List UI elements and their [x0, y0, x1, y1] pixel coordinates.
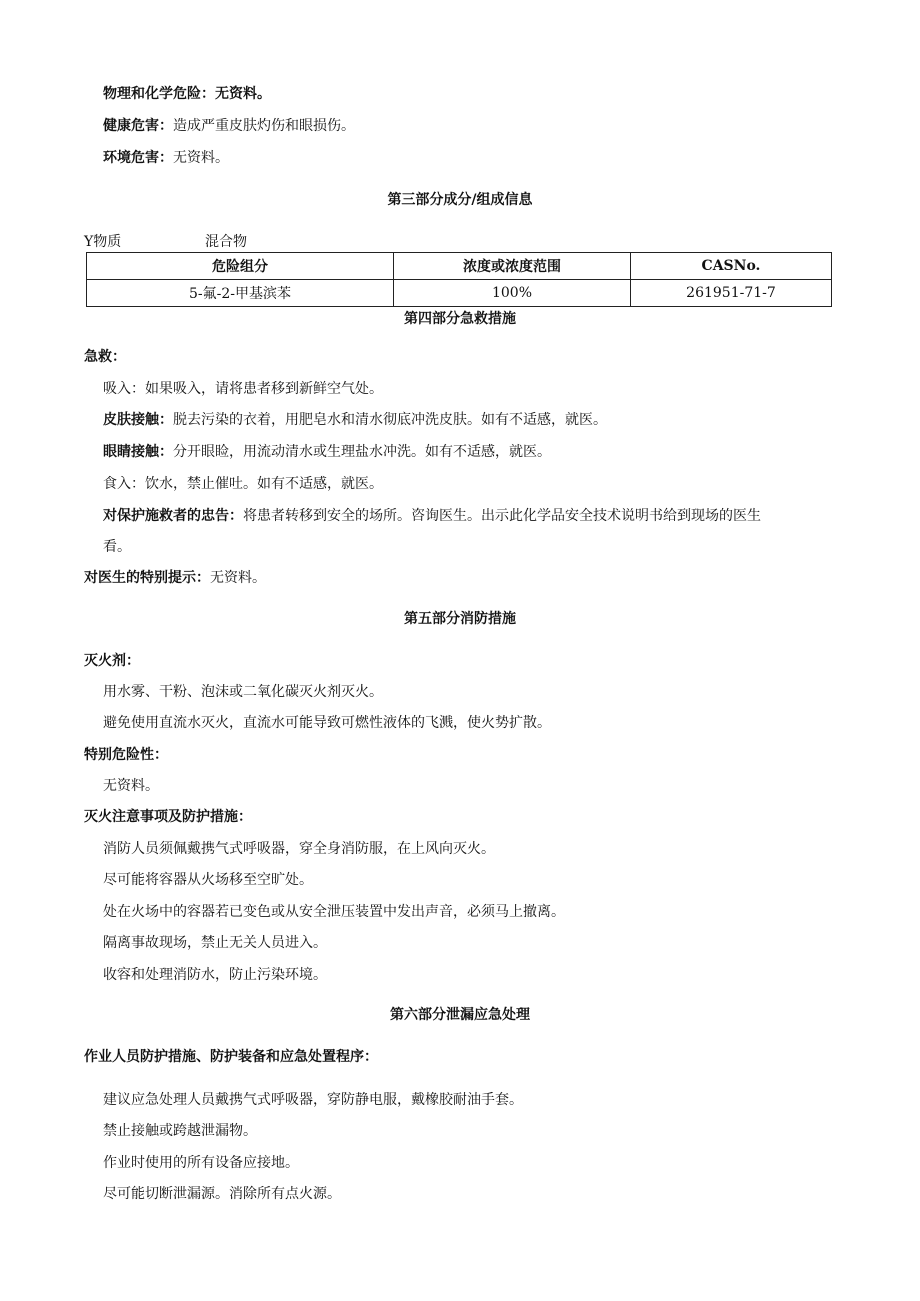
extinguishing-agent-2: 避免使用直流水灭火，直流水可能导致可燃性液体的飞溅，使火势扩散。	[103, 715, 551, 731]
list-item: 尽可能切断泄漏源。消除所有点火源。	[103, 1186, 341, 1202]
doctor-note-value: 无资料。	[210, 570, 266, 586]
substance-type-value: 混合物	[205, 234, 247, 250]
cell-component-name: 5-氟-2-甲基滨苯	[87, 280, 394, 307]
section3-title: 第三部分成分/组成信息	[387, 192, 533, 208]
doctor-note	[84, 568, 266, 588]
section4-title: 第四部分急救措施	[404, 311, 516, 327]
personnel-protection-label: 作业人员防护措施、防护装备和应急处置程序：	[84, 1049, 378, 1065]
list-item: 消防人员须佩戴携气式呼吸器，穿全身消防服，在上风向灭火。	[103, 841, 495, 857]
section5-title: 第五部分消防措施	[404, 611, 516, 627]
first-aid-label: 急救：	[84, 349, 126, 365]
health-hazard-label: 健康危害：	[103, 118, 173, 134]
eye-contact	[103, 442, 551, 462]
firefighting-precautions-label: 灭火注意事项及防护措施：	[84, 809, 252, 825]
list-item: 作业时使用的所有设备应接地。	[103, 1155, 299, 1171]
physical-chemical-hazard-label: 物理和化学危险：	[103, 86, 215, 102]
physical-chemical-hazard	[103, 84, 271, 104]
list-item: 处在火场中的容器若已变色或从安全泄压装置中发出声音，必须马上撤离。	[103, 904, 565, 920]
header-hazard-component: 危险组分	[87, 253, 394, 280]
ingestion-text: 食入：饮水，禁止催吐。如有不适感，就医。	[103, 476, 383, 492]
list-item: 建议应急处理人员戴携气式呼吸器，穿防静电服，戴橡胶耐油手套。	[103, 1092, 523, 1108]
table-row	[87, 280, 832, 307]
inhalation-text: 吸入：如果吸入，请将患者移到新鲜空气处。	[103, 381, 383, 397]
rescuer-advice-label: 对保护施救者的忠告：	[103, 508, 243, 524]
special-hazard-label: 特别危险性：	[84, 747, 168, 763]
list-item: 隔离事故现场，禁止无关人员进入。	[103, 935, 327, 951]
doctor-note-label: 对医生的特别提示：	[84, 570, 210, 586]
health-hazard	[103, 116, 355, 136]
eye-contact-label: 眼睛接触：	[103, 444, 173, 460]
skin-contact-label: 皮肤接触：	[103, 412, 173, 428]
extinguishing-agent-label: 灭火剂：	[84, 653, 140, 669]
list-item: 收容和处理消防水，防止污染环境。	[103, 967, 327, 983]
cell-cas-number: 261951-71-7	[631, 280, 832, 307]
rescuer-advice-continued: 看。	[103, 539, 131, 555]
special-hazard-value: 无资料。	[103, 778, 159, 794]
list-item: 禁止接触或跨越泄漏物。	[103, 1123, 257, 1139]
rescuer-advice-value: 将患者转移到安全的场所。咨询医生。出示此化学品安全技术说明书给到现场的医生	[243, 508, 761, 524]
environment-hazard-value: 无资料。	[173, 150, 229, 166]
header-concentration: 浓度或浓度范围	[394, 253, 631, 280]
cell-concentration: 100%	[394, 280, 631, 307]
header-cas-no: CASNo.	[631, 253, 832, 280]
list-item: 尽可能将容器从火场移至空旷处。	[103, 872, 313, 888]
composition-table-header	[87, 253, 832, 280]
extinguishing-agent-1: 用水雾、干粉、泡沫或二氧化碳灭火剂灭火。	[103, 684, 383, 700]
section6-title: 第六部分泄漏应急处理	[390, 1007, 530, 1023]
physical-chemical-hazard-value: 无资料。	[215, 86, 271, 102]
skin-contact-value: 脱去污染的衣着，用肥皂水和清水彻底冲洗皮肤。如有不适感，就医。	[173, 412, 607, 428]
skin-contact	[103, 410, 607, 430]
eye-contact-value: 分开眼睑，用流动清水或生理盐水冲洗。如有不适感，就医。	[173, 444, 551, 460]
environment-hazard	[103, 148, 229, 168]
rescuer-advice	[103, 506, 761, 526]
health-hazard-value: 造成严重皮肤灼伤和眼损伤。	[173, 118, 355, 134]
composition-table	[86, 252, 832, 307]
environment-hazard-label: 环境危害：	[103, 150, 173, 166]
substance-type-label: Y物质	[84, 234, 122, 250]
